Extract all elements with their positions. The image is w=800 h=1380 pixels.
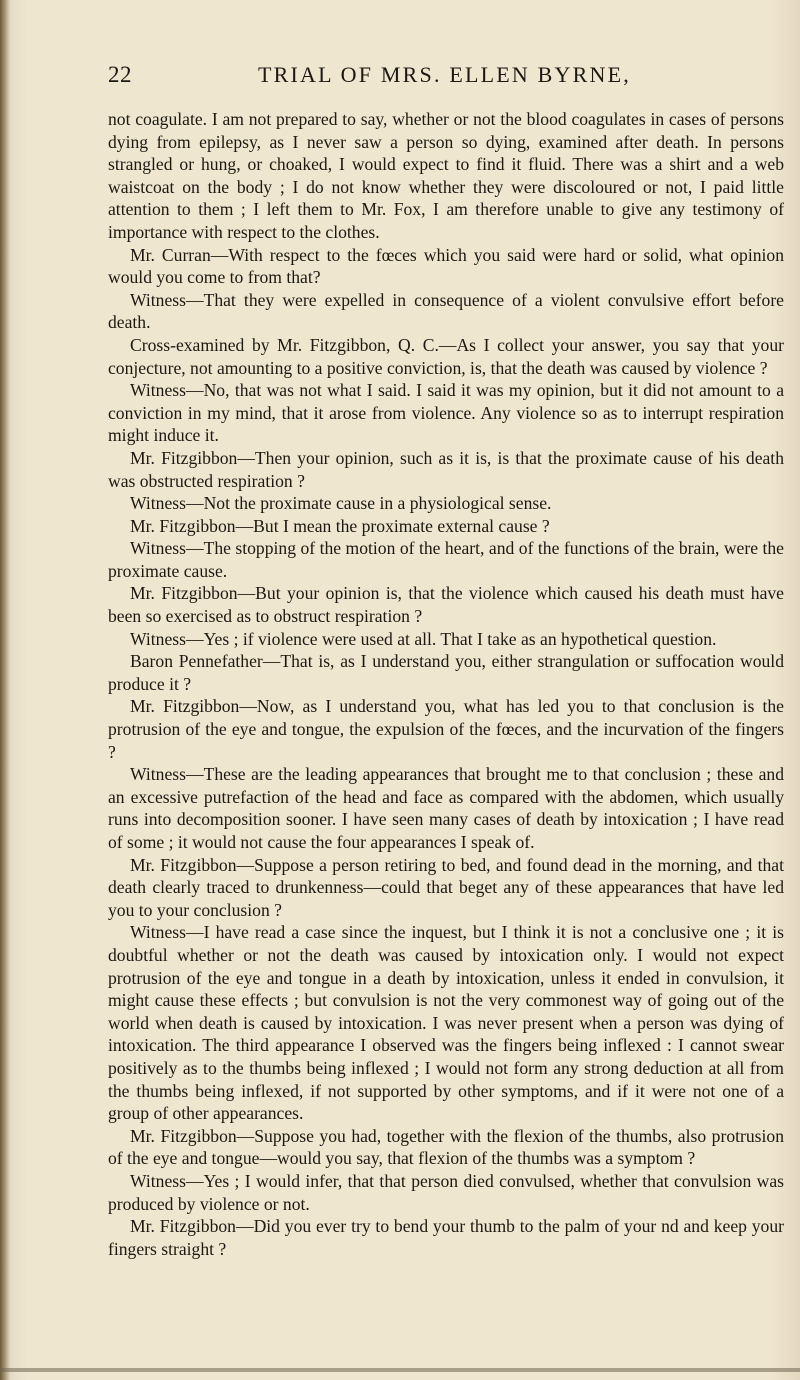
paragraph-fitzgibbon-question: Mr. Fitzgibbon—But I mean the proximate external cause ? [130,515,550,536]
page-header [0,62,800,92]
paragraph-curran-question: Mr. Curran—With respect to the fœces which you said were hard or solid, what opinion would you come to from that? [108,244,784,288]
paragraph-fitzgibbon-question: Mr. Fitzgibbon—Suppose a person retiring to bed, and found dead in the morning, and that death clearly traced to drunkenness—could that beget any of these appearances that have led you to your conclusion ? [108,854,784,920]
paragraph-witness-answer: Witness—Not the proximate cause in a physiological sense. [130,493,552,514]
body-text [108,108,784,1260]
paragraph-pennefather-question: Baron Pennefather—That is, as I understand you, either strangulation or suffocation would produce it ? [108,651,784,694]
paragraph-witness-answer: Witness—Yes ; I would infer, that that person died convulsed, whether that convulsion was produced by violence or not. [108,1170,784,1214]
paragraph-witness-answer: Witness—That they were expelled in consequence of a violent convulsive effort before death. [108,289,784,333]
paragraph-fitzgibbon-question: Mr. Fitzgibbon—Then your opinion, such as it is, is that the proximate cause of his death was obstructed respiration ? [108,447,784,491]
paragraph-witness-answer: Witness—These are the leading appearances that brought me to that conclusion ; these and an excessive putrefaction of the head and face as compared with the abdomen, which usually runs into decomposition sooner. I have seen many cases of death by intoxication ; I have read of some ; it would not cause the four appearances I speak of. [108,764,784,852]
paragraph-continuation: not coagulate. I am not prepared to say, whether or not the blood coagulates in cases of persons dying from epilepsy, as I never saw a person so dying, examined after death. In persons strangled or hung, or choaked, I would expect to find it fluid. There was a shirt and a web waistcoat on the body ; I do not know whether they were discoloured or not, I paid little attention to them ; I left them to Mr. Fox, I am therefore unable to give any testimony of importance with respect to the clothes. [108,109,784,242]
paragraph-witness-answer: Witness—Yes ; if violence were used at all. That I take as an hypothetical question. [130,628,717,649]
running-head: TRIAL OF MRS. ELLEN BYRNE, [258,62,631,87]
page-binding-shadow [0,0,10,1380]
bottom-edge-rule [0,1368,800,1372]
paragraph-witness-answer: Witness—I have read a case since the inquest, but I think it is not a conclusive one ; it is doubtful whether or not the death was caused by intoxication only. I would not expect protrusion of the eye and tongue in a death by intoxication, unless it ended in convulsion, it might cause these effects ; but convulsion is not the very commonest way of going out of the world when death is caused by intoxication. I was never present when a person was dying of intoxication. The third appearance I observed was the fingers being inflexed : I cannot swear positively as to the thumbs being inflexed ; I would not form any strong deduction at all from the thumbs being inflexed, if not supported by other symptoms, and if it were not one of a group of other appearances. [108,922,784,1124]
paragraph-fitzgibbon-question: Mr. Fitzgibbon—Did you ever try to bend your thumb to the palm of your nd and keep your fingers straight ? [108,1216,784,1259]
paragraph-cross-examination: Cross-examined by Mr. Fitzgibbon, Q. C.—As I collect your answer, you say that your conjecture, not amounting to a positive conviction, is, that the death was caused by violence ? [108,334,784,378]
paragraph-witness-answer: Witness—The stopping of the motion of the heart, and of the functions of the brain, were the proximate cause. [108,538,784,581]
paragraph-fitzgibbon-question: Mr. Fitzgibbon—Now, as I understand you, what has led you to that conclusion is the protrusion of the eye and tongue, the expulsion of the fœces, and the incurvation of the fingers ? [108,696,784,762]
paragraph-fitzgibbon-question: Mr. Fitzgibbon—Suppose you had, together with the flexion of the thumbs, also protrusion of the eye and tongue—would you say, that flexion of the thumbs was a symptom ? [108,1125,784,1169]
page-number: 22 [108,62,132,87]
paragraph-witness-answer: Witness—No, that was not what I said. I said it was my opinion, but it did not amount to a conviction in my mind, that it arose from violence. Any violence so as to interrupt respiration might induce it. [108,380,784,446]
paragraph-fitzgibbon-question: Mr. Fitzgibbon—But your opinion is, that the violence which caused his death must have been so exercised as to obstruct respiration ? [108,583,784,627]
